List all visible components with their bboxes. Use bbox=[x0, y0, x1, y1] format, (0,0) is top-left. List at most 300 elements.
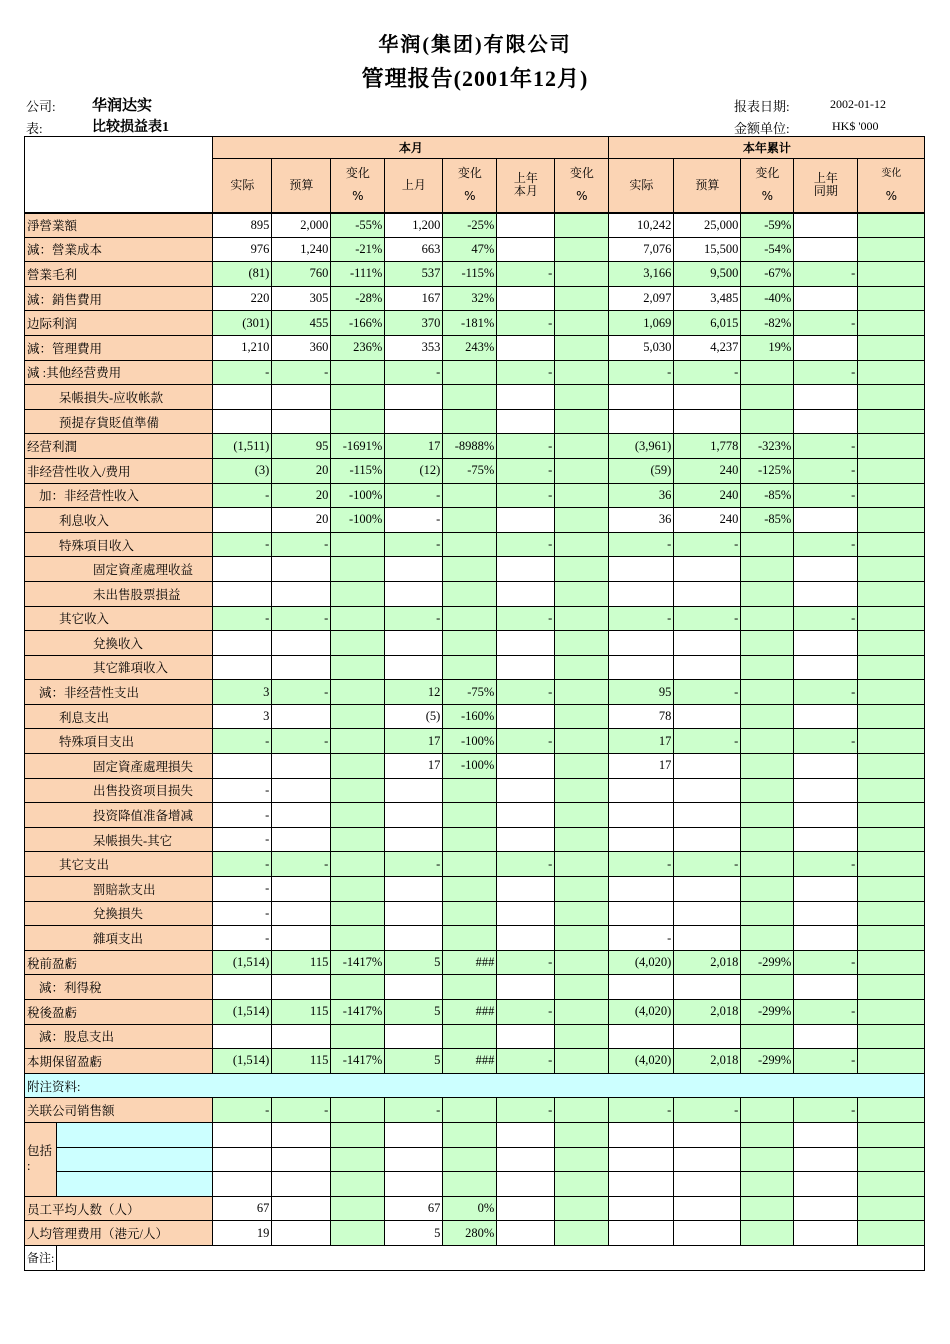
value-cell bbox=[331, 778, 385, 803]
value-cell: - bbox=[213, 606, 272, 631]
value-cell: 95 bbox=[609, 680, 674, 705]
value-cell bbox=[794, 704, 858, 729]
value-cell bbox=[858, 434, 925, 459]
line-item-row bbox=[25, 311, 925, 336]
value-cell bbox=[609, 581, 674, 606]
value-cell bbox=[272, 1147, 331, 1172]
value-cell bbox=[555, 1049, 609, 1074]
value-cell bbox=[609, 1122, 674, 1147]
row-label: 利息收入 bbox=[25, 508, 213, 533]
value-cell: - bbox=[794, 458, 858, 483]
value-cell bbox=[674, 1024, 741, 1049]
value-cell bbox=[674, 754, 741, 779]
value-cell: 9,500 bbox=[674, 262, 741, 287]
value-cell bbox=[497, 1122, 555, 1147]
line-item-row bbox=[25, 655, 925, 680]
value-cell bbox=[497, 901, 555, 926]
value-cell: 17 bbox=[609, 754, 674, 779]
value-cell: -75% bbox=[443, 458, 497, 483]
value-cell bbox=[858, 950, 925, 975]
value-cell bbox=[385, 1172, 443, 1197]
value-cell bbox=[741, 581, 794, 606]
line-item-row bbox=[25, 631, 925, 656]
value-cell: 236% bbox=[331, 335, 385, 360]
value-cell bbox=[331, 901, 385, 926]
value-cell bbox=[609, 827, 674, 852]
value-cell bbox=[858, 803, 925, 828]
row-label: 罰賠款支出 bbox=[25, 877, 213, 902]
value-cell: - bbox=[794, 483, 858, 508]
value-cell: - bbox=[794, 360, 858, 385]
currency-unit-label: 金额单位: bbox=[734, 121, 790, 136]
value-cell bbox=[385, 1122, 443, 1147]
value-cell: - bbox=[213, 852, 272, 877]
value-cell: - bbox=[497, 532, 555, 557]
header-corner-cell bbox=[25, 137, 213, 213]
value-cell: - bbox=[794, 729, 858, 754]
value-cell bbox=[443, 532, 497, 557]
col-actual-month: 实际 bbox=[213, 159, 272, 213]
row-label: 非经营性收入/费用 bbox=[25, 458, 213, 483]
value-cell bbox=[213, 655, 272, 680]
value-cell bbox=[213, 1024, 272, 1049]
value-cell bbox=[609, 631, 674, 656]
line-item-row bbox=[25, 557, 925, 582]
value-cell bbox=[741, 409, 794, 434]
current-month-group: 本月 bbox=[213, 137, 609, 159]
value-cell: 17 bbox=[609, 729, 674, 754]
value-cell bbox=[443, 1024, 497, 1049]
value-cell bbox=[794, 655, 858, 680]
value-cell: -85% bbox=[741, 508, 794, 533]
value-cell: -323% bbox=[741, 434, 794, 459]
line-item-row bbox=[25, 1049, 925, 1074]
value-cell bbox=[674, 1172, 741, 1197]
value-cell: ### bbox=[443, 1049, 497, 1074]
value-cell bbox=[331, 557, 385, 582]
value-cell: 20 bbox=[272, 458, 331, 483]
value-cell bbox=[741, 631, 794, 656]
value-cell: 67 bbox=[385, 1196, 443, 1221]
row-label: 減：股息支出 bbox=[25, 1024, 213, 1049]
value-cell: 3,166 bbox=[609, 262, 674, 287]
value-cell bbox=[794, 335, 858, 360]
row-label: 雜項支出 bbox=[25, 926, 213, 951]
row-label: 关联公司销售额 bbox=[25, 1098, 213, 1123]
line-item-row bbox=[25, 778, 925, 803]
value-cell bbox=[858, 360, 925, 385]
value-cell bbox=[443, 827, 497, 852]
value-cell bbox=[272, 557, 331, 582]
value-cell: - bbox=[497, 950, 555, 975]
value-cell: 220 bbox=[213, 286, 272, 311]
income-statement-table bbox=[24, 136, 925, 1271]
value-cell bbox=[385, 877, 443, 902]
value-cell: 0% bbox=[443, 1196, 497, 1221]
value-cell bbox=[741, 877, 794, 902]
value-cell: -40% bbox=[741, 286, 794, 311]
value-cell bbox=[555, 213, 609, 238]
value-cell bbox=[213, 581, 272, 606]
value-cell: -299% bbox=[741, 950, 794, 975]
value-cell: - bbox=[213, 778, 272, 803]
value-cell: 32% bbox=[443, 286, 497, 311]
value-cell bbox=[794, 803, 858, 828]
value-cell bbox=[741, 975, 794, 1000]
value-cell: 1,069 bbox=[609, 311, 674, 336]
value-cell: 36 bbox=[609, 483, 674, 508]
value-cell bbox=[858, 508, 925, 533]
value-cell: -100% bbox=[331, 483, 385, 508]
value-cell bbox=[794, 213, 858, 238]
line-item-row bbox=[25, 729, 925, 754]
value-cell: - bbox=[497, 1000, 555, 1025]
value-cell: - bbox=[385, 606, 443, 631]
value-cell bbox=[741, 557, 794, 582]
value-cell: - bbox=[674, 606, 741, 631]
report-title: 管理报告(2001年12月) bbox=[361, 66, 589, 91]
value-cell: 240 bbox=[674, 483, 741, 508]
value-cell: 895 bbox=[213, 213, 272, 238]
value-cell bbox=[272, 385, 331, 410]
value-cell bbox=[674, 704, 741, 729]
value-cell: - bbox=[497, 1049, 555, 1074]
notes-section-label: 附注资料: bbox=[25, 1073, 925, 1098]
value-cell: - bbox=[272, 360, 331, 385]
value-cell bbox=[555, 508, 609, 533]
value-cell: - bbox=[213, 360, 272, 385]
value-cell bbox=[272, 1122, 331, 1147]
value-cell bbox=[794, 1196, 858, 1221]
notes-section-row bbox=[25, 1073, 925, 1098]
value-cell bbox=[858, 1098, 925, 1123]
value-cell bbox=[443, 926, 497, 951]
line-item-row bbox=[25, 877, 925, 902]
value-cell: 78 bbox=[609, 704, 674, 729]
value-cell: 455 bbox=[272, 311, 331, 336]
value-cell bbox=[497, 286, 555, 311]
line-item-row bbox=[25, 508, 925, 533]
value-cell bbox=[272, 1196, 331, 1221]
value-cell bbox=[555, 704, 609, 729]
value-cell: - bbox=[794, 434, 858, 459]
value-cell bbox=[674, 1196, 741, 1221]
value-cell: 5 bbox=[385, 1221, 443, 1246]
value-cell: 17 bbox=[385, 754, 443, 779]
value-cell bbox=[858, 754, 925, 779]
value-cell bbox=[213, 1122, 272, 1147]
value-cell: - bbox=[674, 1098, 741, 1123]
value-cell bbox=[555, 803, 609, 828]
value-cell bbox=[555, 458, 609, 483]
value-cell: - bbox=[497, 262, 555, 287]
value-cell: 370 bbox=[385, 311, 443, 336]
value-cell bbox=[385, 385, 443, 410]
value-cell bbox=[555, 729, 609, 754]
value-cell bbox=[555, 1221, 609, 1246]
value-cell: 5,030 bbox=[609, 335, 674, 360]
value-cell bbox=[555, 532, 609, 557]
value-cell bbox=[794, 926, 858, 951]
value-cell bbox=[555, 409, 609, 434]
value-cell: 2,097 bbox=[609, 286, 674, 311]
value-cell: -55% bbox=[331, 213, 385, 238]
value-cell: - bbox=[385, 508, 443, 533]
line-item-row bbox=[25, 704, 925, 729]
value-cell: (3,961) bbox=[609, 434, 674, 459]
value-cell bbox=[609, 557, 674, 582]
value-cell: - bbox=[609, 606, 674, 631]
value-cell bbox=[794, 877, 858, 902]
value-cell: -115% bbox=[331, 458, 385, 483]
value-cell bbox=[443, 385, 497, 410]
value-cell bbox=[794, 827, 858, 852]
value-cell: 4,237 bbox=[674, 335, 741, 360]
include-sub-cell bbox=[57, 1172, 213, 1197]
value-cell bbox=[674, 581, 741, 606]
line-item-row bbox=[25, 458, 925, 483]
value-cell bbox=[331, 409, 385, 434]
company-label: 公司: bbox=[26, 99, 56, 114]
value-cell bbox=[331, 1147, 385, 1172]
value-cell: 25,000 bbox=[674, 213, 741, 238]
value-cell bbox=[741, 1196, 794, 1221]
value-cell: - bbox=[213, 803, 272, 828]
value-cell bbox=[443, 975, 497, 1000]
value-cell: - bbox=[272, 729, 331, 754]
value-cell bbox=[858, 409, 925, 434]
value-cell bbox=[272, 581, 331, 606]
value-cell: -299% bbox=[741, 1049, 794, 1074]
value-cell bbox=[858, 1196, 925, 1221]
value-cell bbox=[213, 1172, 272, 1197]
value-cell bbox=[741, 901, 794, 926]
col-budget-ytd: 预算 bbox=[674, 159, 741, 213]
value-cell bbox=[497, 975, 555, 1000]
value-cell bbox=[443, 606, 497, 631]
value-cell bbox=[213, 409, 272, 434]
value-cell bbox=[741, 827, 794, 852]
value-cell: 353 bbox=[385, 335, 443, 360]
value-cell: (1,514) bbox=[213, 1000, 272, 1025]
row-label: 人均管理费用（港元/人） bbox=[25, 1221, 213, 1246]
value-cell: 1,200 bbox=[385, 213, 443, 238]
value-cell: - bbox=[385, 852, 443, 877]
line-item-row bbox=[25, 385, 925, 410]
value-cell: 95 bbox=[272, 434, 331, 459]
value-cell bbox=[609, 877, 674, 902]
col-last-year-month: 上年 本月 bbox=[497, 159, 555, 213]
row-label: 兌換收入 bbox=[25, 631, 213, 656]
value-cell: - bbox=[794, 606, 858, 631]
value-cell bbox=[331, 631, 385, 656]
line-item-row bbox=[25, 532, 925, 557]
value-cell: 19 bbox=[213, 1221, 272, 1246]
value-cell: - bbox=[794, 1000, 858, 1025]
value-cell bbox=[272, 926, 331, 951]
value-cell bbox=[674, 385, 741, 410]
include-row bbox=[25, 1122, 925, 1147]
value-cell bbox=[609, 778, 674, 803]
value-cell: - bbox=[497, 311, 555, 336]
value-cell bbox=[858, 335, 925, 360]
line-item-row bbox=[25, 434, 925, 459]
line-item-row bbox=[25, 680, 925, 705]
value-cell bbox=[443, 852, 497, 877]
value-cell: - bbox=[794, 852, 858, 877]
value-cell: -85% bbox=[741, 483, 794, 508]
value-cell: - bbox=[497, 360, 555, 385]
value-cell: 10,242 bbox=[609, 213, 674, 238]
value-cell: - bbox=[609, 852, 674, 877]
value-cell: - bbox=[609, 1098, 674, 1123]
value-cell bbox=[555, 360, 609, 385]
value-cell bbox=[674, 975, 741, 1000]
include-sub-cell bbox=[57, 1147, 213, 1172]
value-cell bbox=[555, 262, 609, 287]
value-cell: - bbox=[272, 1098, 331, 1123]
value-cell: 240 bbox=[674, 458, 741, 483]
value-cell bbox=[609, 655, 674, 680]
value-cell bbox=[497, 385, 555, 410]
value-cell: 7,076 bbox=[609, 237, 674, 262]
value-cell bbox=[741, 532, 794, 557]
value-cell bbox=[443, 1122, 497, 1147]
row-label: 经营利潤 bbox=[25, 434, 213, 459]
col-actual-ytd: 实际 bbox=[609, 159, 674, 213]
value-cell bbox=[858, 581, 925, 606]
row-label: 预提存貨貶值準備 bbox=[25, 409, 213, 434]
value-cell: -67% bbox=[741, 262, 794, 287]
value-cell: - bbox=[497, 483, 555, 508]
value-cell bbox=[331, 655, 385, 680]
value-cell: 17 bbox=[385, 729, 443, 754]
value-cell: 20 bbox=[272, 483, 331, 508]
value-cell: 280% bbox=[443, 1221, 497, 1246]
line-item-row bbox=[25, 606, 925, 631]
value-cell bbox=[794, 1024, 858, 1049]
value-cell: 3 bbox=[213, 680, 272, 705]
row-label: 出售投资项目损失 bbox=[25, 778, 213, 803]
value-cell bbox=[858, 213, 925, 238]
value-cell bbox=[741, 704, 794, 729]
value-cell bbox=[858, 778, 925, 803]
value-cell: -1417% bbox=[331, 950, 385, 975]
value-cell: -1417% bbox=[331, 1000, 385, 1025]
staff-count-row bbox=[25, 1196, 925, 1221]
value-cell: (81) bbox=[213, 262, 272, 287]
value-cell: - bbox=[497, 606, 555, 631]
value-cell: (5) bbox=[385, 704, 443, 729]
value-cell bbox=[497, 803, 555, 828]
row-label: 稅後盈虧 bbox=[25, 1000, 213, 1025]
value-cell bbox=[443, 557, 497, 582]
value-cell bbox=[555, 1024, 609, 1049]
row-label: 加：非经营性收入 bbox=[25, 483, 213, 508]
value-cell bbox=[555, 1122, 609, 1147]
value-cell bbox=[858, 827, 925, 852]
value-cell bbox=[497, 409, 555, 434]
row-label: 減 :其他经营费用 bbox=[25, 360, 213, 385]
value-cell bbox=[794, 975, 858, 1000]
value-cell: -100% bbox=[443, 754, 497, 779]
value-cell: - bbox=[609, 532, 674, 557]
col-change-ytd: 变化 % bbox=[741, 159, 794, 213]
value-cell bbox=[555, 286, 609, 311]
value-cell bbox=[272, 655, 331, 680]
line-item-row bbox=[25, 852, 925, 877]
value-cell bbox=[555, 778, 609, 803]
value-cell bbox=[555, 852, 609, 877]
value-cell bbox=[555, 1000, 609, 1025]
per-capita-cost-row bbox=[25, 1221, 925, 1246]
value-cell bbox=[443, 803, 497, 828]
value-cell bbox=[555, 1172, 609, 1197]
value-cell bbox=[555, 581, 609, 606]
value-cell: -1691% bbox=[331, 434, 385, 459]
value-cell bbox=[331, 1122, 385, 1147]
value-cell bbox=[213, 1147, 272, 1172]
value-cell bbox=[858, 606, 925, 631]
value-cell: 17 bbox=[385, 434, 443, 459]
value-cell bbox=[794, 508, 858, 533]
value-cell bbox=[555, 680, 609, 705]
value-cell bbox=[331, 704, 385, 729]
value-cell bbox=[741, 1147, 794, 1172]
value-cell: - bbox=[497, 1098, 555, 1123]
value-cell bbox=[213, 631, 272, 656]
row-label: 稅前盈虧 bbox=[25, 950, 213, 975]
value-cell bbox=[213, 385, 272, 410]
value-cell bbox=[272, 901, 331, 926]
value-cell bbox=[674, 803, 741, 828]
col-change-last-year-period: 变化 % bbox=[858, 159, 925, 213]
value-cell: (3) bbox=[213, 458, 272, 483]
value-cell bbox=[858, 877, 925, 902]
value-cell bbox=[741, 360, 794, 385]
value-cell bbox=[858, 655, 925, 680]
value-cell: - bbox=[272, 532, 331, 557]
value-cell bbox=[331, 729, 385, 754]
row-label: 減：非经营性支出 bbox=[25, 680, 213, 705]
value-cell bbox=[741, 803, 794, 828]
value-cell: - bbox=[674, 852, 741, 877]
row-label: 其它收入 bbox=[25, 606, 213, 631]
value-cell: -59% bbox=[741, 213, 794, 238]
value-cell bbox=[794, 1221, 858, 1246]
value-cell bbox=[555, 385, 609, 410]
value-cell bbox=[443, 1172, 497, 1197]
value-cell bbox=[331, 532, 385, 557]
row-label: 员工平均人数（人） bbox=[25, 1196, 213, 1221]
line-item-row bbox=[25, 237, 925, 262]
value-cell bbox=[385, 655, 443, 680]
value-cell: - bbox=[794, 311, 858, 336]
value-cell bbox=[497, 237, 555, 262]
value-cell: 537 bbox=[385, 262, 443, 287]
value-cell: - bbox=[385, 483, 443, 508]
value-cell bbox=[609, 1147, 674, 1172]
value-cell: 976 bbox=[213, 237, 272, 262]
line-item-row bbox=[25, 901, 925, 926]
value-cell bbox=[497, 631, 555, 656]
line-item-row bbox=[25, 950, 925, 975]
value-cell: -299% bbox=[741, 1000, 794, 1025]
value-cell: 47% bbox=[443, 237, 497, 262]
value-cell: 305 bbox=[272, 286, 331, 311]
col-budget-month: 预算 bbox=[272, 159, 331, 213]
value-cell bbox=[555, 335, 609, 360]
